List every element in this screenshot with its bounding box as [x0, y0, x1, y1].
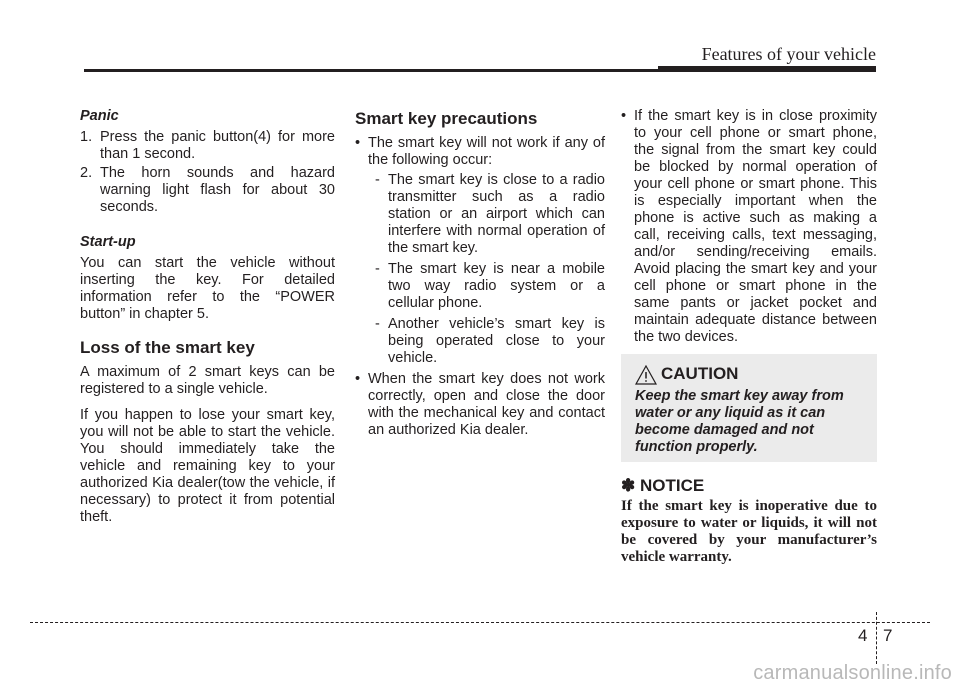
- step-number: 2.: [80, 165, 93, 181]
- warning-triangle-icon: [635, 365, 657, 385]
- bullet-icon: •: [621, 108, 627, 124]
- step-text: Press the panic button(4) for more than 1 second.: [100, 129, 335, 162]
- bullet-icon: •: [355, 135, 361, 151]
- bullet-icon: •: [355, 371, 361, 387]
- step-number: 1.: [80, 129, 93, 145]
- subitem-another-vehicle: [368, 316, 605, 367]
- loss-paragraph-1: A maximum of 2 smart keys can be registered to a single vehicle.: [80, 364, 335, 397]
- header-rule-tab: [658, 66, 876, 71]
- panic-step-2: [80, 165, 335, 216]
- proximity-text: If the smart key is in close proximity to your cell phone or smart phone, the signal from the smart key could be blocked by normal operation of your cell phone or smart phone. This is especially important when the phone is active such as making a call, receiving calls, text messaging, and/or sending/receiving emails. Avoid placing the smart key and your cell phone or smart phone in the same pants or jacket pocket and maintain adequate distance between the two devices.: [634, 108, 877, 345]
- precaution-item-2: [355, 371, 605, 439]
- loss-heading: Loss of the smart key: [80, 338, 255, 357]
- startup-text: You can start the vehicle without inserting the key. For detailed information refer to the “POWER button” in chapter 5.: [80, 255, 335, 322]
- watermark: carmanualsonline.info: [753, 662, 952, 684]
- caution-text: Keep the smart key away from water or any liquid as it can become damaged and not function properly.: [635, 388, 844, 455]
- subitem-radio-transmitter: [368, 172, 605, 257]
- dash-icon: -: [375, 172, 380, 188]
- caution-title: CAUTION: [661, 364, 739, 383]
- panic-heading: Panic: [80, 108, 119, 124]
- subitem-text: Another vehicle’s smart key is being operated close to your vehicle.: [388, 316, 605, 366]
- panic-step-1: [80, 129, 335, 163]
- column-1: [80, 108, 335, 535]
- notice-title: ✽ NOTICE: [621, 476, 705, 495]
- footer-rule: [30, 622, 930, 623]
- running-header-title: Features of your vehicle: [701, 44, 876, 64]
- dash-icon: -: [375, 316, 380, 332]
- notice-text: If the smart key is inoperative due to exposure to water or liquids, it will not be covered by your manufacturer’s vehicle warranty.: [621, 498, 877, 565]
- proximity-item: [621, 108, 877, 346]
- precaution-text: When the smart key does not work correctly, open and close the door with the mechanical key and contact an authorized Kia dealer.: [368, 371, 605, 438]
- precaution-subitems: [368, 172, 605, 367]
- caution-box: [621, 354, 877, 462]
- precaution-text: The smart key will not work if any of the following occur:: [368, 135, 605, 168]
- subitem-text: The smart key is close to a radio transmitter such as a radio station or an airport which can interfere with normal operation of the smart key.: [388, 172, 605, 256]
- subitem-mobile-radio: [368, 261, 605, 312]
- dash-icon: -: [375, 261, 380, 277]
- precautions-list: [355, 135, 605, 439]
- column-3: [621, 108, 877, 348]
- precaution-item-1: [355, 135, 605, 367]
- panic-steps: [80, 129, 335, 216]
- column-2: [355, 108, 605, 441]
- page-number-divider: [876, 612, 877, 664]
- step-text: The horn sounds and hazard warning light flash for about 30 seconds.: [100, 165, 335, 215]
- precautions-heading: Smart key precautions: [355, 109, 538, 128]
- startup-heading: Start-up: [80, 234, 136, 250]
- chapter-number: 4: [858, 626, 868, 645]
- subitem-text: The smart key is near a mobile two way radio system or a cellular phone.: [388, 261, 605, 311]
- loss-paragraph-2: If you happen to lose your smart key, you will not be able to start the vehicle. You should immediately take the vehicle and remaining key to your authorized Kia dealer(tow the vehicle, if necessary) to protect it from potential theft.: [80, 407, 335, 525]
- page-number: 7: [883, 626, 893, 645]
- proximity-list: [621, 108, 877, 346]
